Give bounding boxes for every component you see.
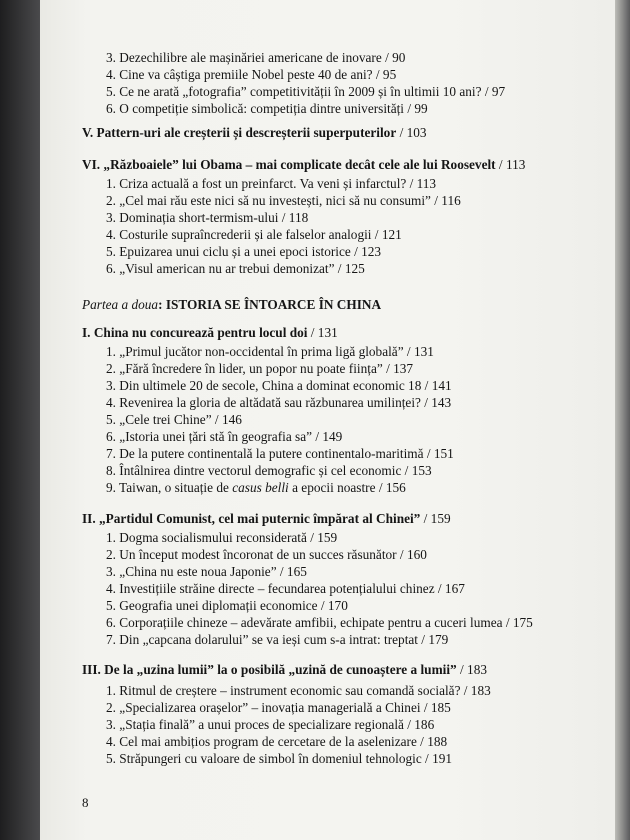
section-title: V. Pattern-uri ale creșterii și descreșterii superputerilor: [82, 125, 397, 140]
toc-section-heading: [82, 157, 525, 173]
section-title: I. China nu concurează pentru locul doi: [82, 325, 308, 340]
toc-entry: 6. Corporațiile chineze – adevărate amfibii, echipate pentru a cuceri lumea / 175: [106, 615, 533, 630]
toc-entry: 5. Ce ne arată „fotografia” competitivității în 2009 și în ultimii 10 ani? / 97: [106, 84, 506, 99]
toc-section-heading: [82, 125, 427, 141]
section-title: III. De la „uzina lumii” la o posibilă „uzină de cunoaștere a lumii”: [82, 662, 457, 677]
toc-entry: 4. Cel mai ambițios program de cercetare de la aselenizare / 188: [106, 734, 448, 749]
section-page: / 183: [456, 662, 487, 677]
toc-entry: 2. „Fără încredere în lider, un popor nu poate ființa” / 137: [106, 361, 414, 376]
entry-text: 9. Taiwan, o situație de: [106, 480, 233, 495]
toc-entry: 3. „China nu este noua Japonie” / 165: [106, 564, 307, 579]
part-title: ISTORIA SE ÎNTOARCE ÎN CHINA: [165, 297, 382, 312]
toc-entry: 6. „Visul american nu ar trebui demonizat” / 125: [106, 261, 365, 276]
toc-entry: 2. „Specializarea orașelor” – inovația managerială a Chinei / 185: [106, 700, 451, 715]
entry-text: a epocii noastre / 156: [288, 480, 406, 495]
toc-entry: 6. „Istoria unei țări stă în geografia sa” / 149: [106, 429, 343, 444]
section-page: / 103: [396, 125, 427, 140]
section-page: / 131: [307, 325, 338, 340]
toc-section-heading: [82, 325, 338, 341]
toc-section-heading: [82, 511, 451, 527]
toc-entry: [106, 480, 406, 496]
section-page: / 159: [420, 511, 451, 526]
toc-entry: 6. O competiție simbolică: competiția dintre universități / 99: [106, 101, 428, 116]
part-heading: [82, 297, 381, 313]
part-label: Partea a doua: [82, 297, 159, 312]
toc-entry: 8. Întâlnirea dintre vectorul demografic și cel economic / 153: [106, 463, 432, 478]
toc-entry: 4. Costurile supraîncrederii și ale falselor analogii / 121: [106, 227, 402, 242]
toc-entry: 4. Revenirea la gloria de altădată sau răzbunarea umilinței? / 143: [106, 395, 452, 410]
toc-entry: 4. Investițiile străine directe – fecundarea potențialului chinez / 167: [106, 581, 465, 596]
toc-entry: 4. Cine va câștiga premiile Nobel peste 40 de ani? / 95: [106, 67, 397, 82]
toc-entry: 2. „Cel mai rău este nici să nu investești, nici să nu consumi” / 116: [106, 193, 461, 208]
toc-entry: 2. Un început modest încoronat de un succes răsunător / 160: [106, 547, 427, 562]
book-edge-shadow: [615, 0, 630, 840]
toc-entry: 3. „Stația finală” a unui proces de specializare regională / 186: [106, 717, 435, 732]
toc-entry: 1. Ritmul de creștere – instrument economic sau comandă socială? / 183: [106, 683, 491, 698]
toc-entry: 5. „Cele trei Chine” / 146: [106, 412, 242, 427]
toc-entry: 5. Epuizarea unui ciclu și a unei epoci istorice / 123: [106, 244, 382, 259]
toc-entry: 1. „Primul jucător non-occidental în prima ligă globală” / 131: [106, 344, 434, 359]
page-number: 8: [82, 795, 89, 810]
book-page: [40, 0, 615, 840]
toc-entry: 3. Dezechilibre ale mașinăriei americane de inovare / 90: [106, 50, 406, 65]
section-title: VI. „Războaiele” lui Obama – mai complicate decât cele ale lui Roosevelt: [82, 157, 496, 172]
part-separator: :: [158, 297, 166, 312]
toc-entry: 1. Criza actuală a fost un preinfarct. Va veni și infarctul? / 113: [106, 176, 437, 191]
entry-emphasis: casus belli: [232, 480, 289, 495]
toc-entry: 5. Geografia unei diplomații economice / 170: [106, 598, 348, 613]
toc-section-heading: [82, 662, 487, 678]
toc-entry: 7. De la putere continentală la putere continentalo-maritimă / 151: [106, 446, 454, 461]
section-page: / 113: [495, 157, 526, 172]
toc-entry: 3. Din ultimele 20 de secole, China a dominat economic 18 / 141: [106, 378, 452, 393]
section-title: II. „Partidul Comunist, cel mai puternic împărat al Chinei”: [82, 511, 421, 526]
toc-entry: 3. Dominația short-termism-ului / 118: [106, 210, 309, 225]
toc-entry: 5. Străpungeri cu valoare de simbol în domeniul tehnologic / 191: [106, 751, 453, 766]
toc-entry: 1. Dogma socialismului reconsiderată / 159: [106, 530, 338, 545]
toc-entry: 7. Din „capcana dolarului” se va ieși cum s-a intrat: treptat / 179: [106, 632, 449, 647]
book-gutter-shadow: [0, 0, 40, 840]
